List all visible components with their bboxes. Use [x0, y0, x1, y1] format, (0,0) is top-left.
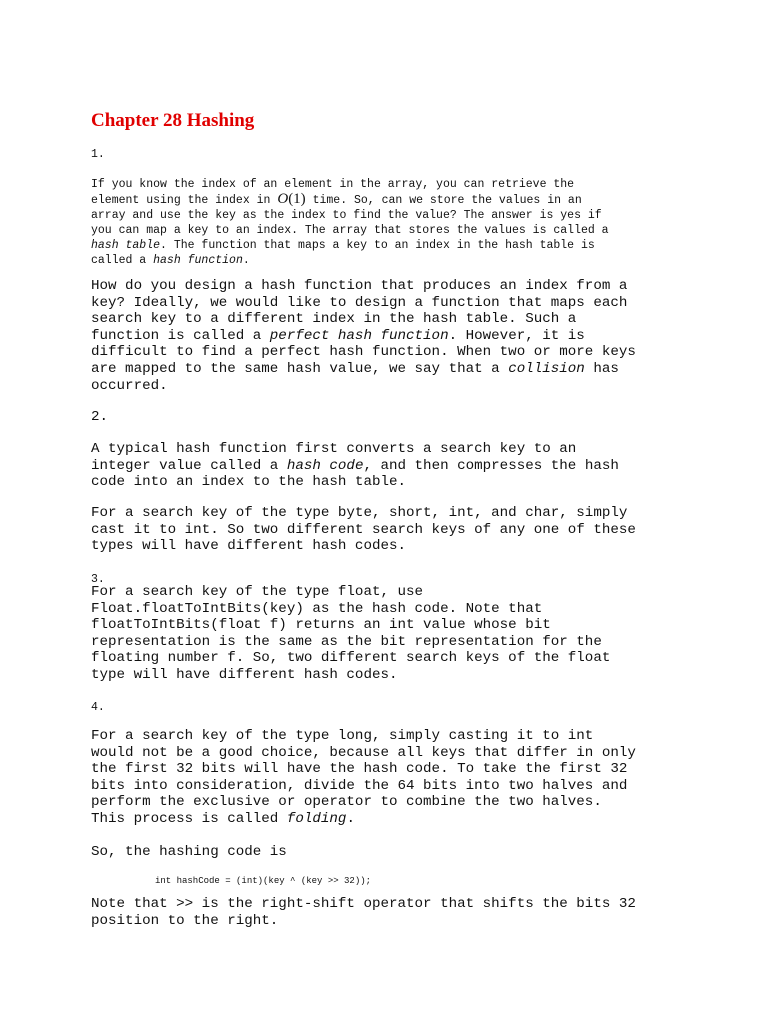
paragraph-1-1: [91, 177, 609, 268]
text-line: [91, 811, 636, 828]
text-segment: has: [584, 360, 619, 377]
paragraph-2-2: [91, 505, 636, 555]
text-line: code into an index to the hash table.: [91, 474, 407, 491]
text-line: type will have different hash codes.: [91, 666, 398, 683]
text-line: Float.floatToIntBits(key) as the hash code. Note that: [91, 600, 543, 617]
text-segment: This process is called: [91, 810, 287, 827]
text-segment: .: [242, 254, 250, 267]
text-line: difficult to find a perfect hash function. When two or more keys: [91, 344, 636, 361]
text-line: cast it to int. So two different search keys of any one of these: [91, 521, 636, 538]
section-number-1: 1.: [91, 148, 105, 161]
section-number-3: 3.: [91, 573, 105, 586]
text-line: Note that >> is the right-shift operator that shifts the bits 32: [91, 896, 636, 912]
math-arg: (1): [288, 191, 306, 207]
text-line: For a search key of the type float, use: [91, 584, 424, 600]
code-snippet: int hashCode = (int)(key ^ (key >> 32));: [155, 876, 372, 886]
text-line: perform the exclusive or operator to combine the two halves.: [91, 794, 602, 811]
text-line: A typical hash function first converts a search key to an: [91, 441, 577, 457]
text-line: How do you design a hash function that produces an index from a: [91, 278, 628, 294]
text-line: [91, 253, 609, 268]
text-segment: time. So, can we store the values in an: [305, 194, 582, 207]
text-segment: are mapped to the same hash value, we say that a: [91, 360, 509, 377]
text-line: [91, 458, 619, 475]
text-line: representation is the same as the bit representation for the: [91, 633, 602, 650]
chapter-title: Chapter 28 Hashing: [91, 110, 255, 131]
text-line: If you know the index of an element in the array, you can retrieve the: [91, 178, 575, 191]
text-segment: called a: [91, 254, 154, 267]
section-number-2: 2.: [91, 409, 109, 425]
text-line: floatToIntBits(float f) returns an int value whose bit: [91, 617, 551, 634]
paragraph-4-3: [91, 896, 636, 929]
text-line: the first 32 bits will have the hash code. To take the first 32: [91, 761, 628, 778]
paragraph-1-2: [91, 278, 636, 394]
paragraph-4-2: So, the hashing code is: [91, 844, 287, 860]
text-segment: integer value called a: [91, 457, 287, 474]
text-line: [91, 192, 609, 208]
paragraph-2-1: [91, 441, 619, 491]
paragraph-3-1: [91, 584, 610, 684]
text-segment: , and then compresses the hash: [363, 457, 619, 474]
text-line: search key to a different index in the hash table. Such a: [91, 311, 577, 328]
text-line: position to the right.: [91, 912, 279, 929]
term-hash-table: hash table: [91, 239, 161, 252]
text-line: array and use the key as the index to find the value? The answer is yes if: [91, 209, 602, 222]
text-line: would not be a good choice, because all keys that differ in only: [91, 744, 636, 761]
term-hash-code: hash code: [286, 457, 364, 474]
big-o-notation: [277, 191, 305, 207]
math-o: O: [277, 191, 289, 207]
text-line: types will have different hash codes.: [91, 538, 407, 555]
text-segment: function is called a: [91, 327, 270, 344]
text-segment: .: [346, 810, 355, 827]
text-segment: . The function that maps a key to an index in the hash table is: [160, 239, 595, 252]
text-segment: element using the index in: [91, 194, 278, 207]
text-line: you can map a key to an index. The array that stores the values is called a: [91, 224, 609, 237]
term-hash-function: hash function: [153, 254, 243, 267]
text-line: For a search key of the type long, simply casting it to int: [91, 728, 594, 744]
text-line: bits into consideration, divide the 64 bits into two halves and: [91, 777, 628, 794]
text-line: [91, 328, 636, 345]
text-line: For a search key of the type byte, short, int, and char, simply: [91, 505, 628, 521]
text-line: floating number f. So, two different search keys of the float: [91, 650, 611, 667]
text-line: [91, 361, 636, 378]
text-line: [91, 238, 609, 253]
section-number-4: 4.: [91, 701, 105, 714]
term-perfect-hash-function: perfect hash function: [269, 327, 449, 344]
term-folding: folding: [286, 810, 347, 827]
term-collision: collision: [508, 360, 585, 377]
paragraph-4-1: [91, 728, 636, 828]
text-line: key? Ideally, we would like to design a function that maps each: [91, 294, 628, 311]
text-line: occurred.: [91, 377, 168, 394]
text-segment: . However, it is: [448, 327, 585, 344]
